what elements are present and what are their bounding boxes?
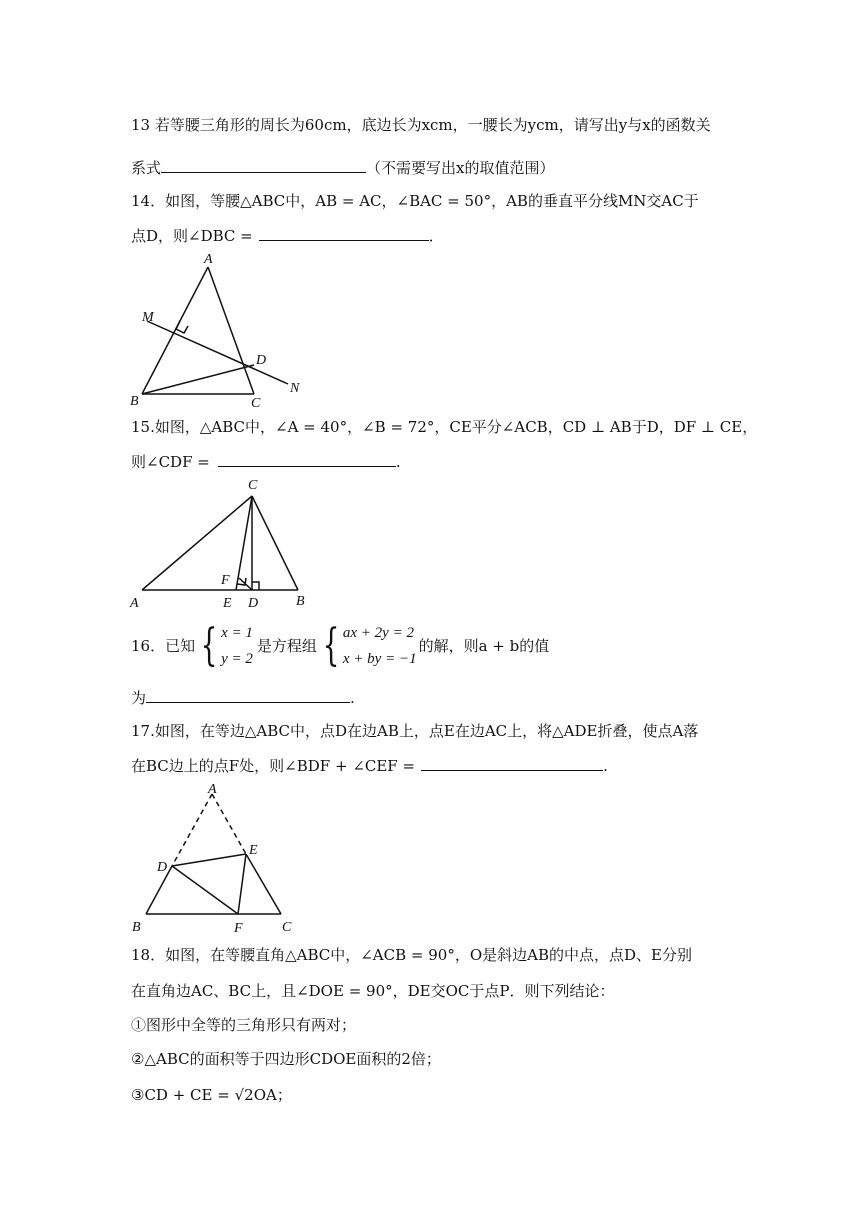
q18-line1: 18．如图，在等腰直角△ABC中，∠ACB = 90°，O是斜边AB的中点，点D、E分别 bbox=[131, 946, 692, 964]
q13-answer-blank[interactable] bbox=[161, 156, 366, 173]
q17-answer-blank[interactable] bbox=[421, 754, 603, 771]
q17-text-a: 在BC边上的点F处，则∠BDF + ∠CEF = bbox=[131, 757, 416, 775]
q16-text-a: 为 bbox=[131, 689, 147, 707]
q15-text-a: 则∠CDF = bbox=[131, 453, 210, 471]
q18-item1: ①图形中全等的三角形只有两对； bbox=[131, 1016, 357, 1034]
q16-answer-blank[interactable] bbox=[146, 686, 350, 703]
q14-label-n: N bbox=[290, 381, 300, 396]
q16-brace-1: { bbox=[200, 620, 218, 671]
q16-sys2-row1: ax + 2y = 2 bbox=[342, 625, 414, 641]
q15-text-b: . bbox=[395, 453, 401, 471]
q15-label-b: B bbox=[296, 594, 305, 609]
q15-figure bbox=[128, 474, 318, 614]
q15-label-a: A bbox=[130, 596, 139, 611]
q15-seg-ce bbox=[236, 496, 252, 590]
q15-label-c: C bbox=[248, 478, 258, 493]
q17-seg-ad-dashed bbox=[172, 794, 212, 866]
q17-label-b: B bbox=[132, 920, 141, 935]
q17-seg-ae-dashed bbox=[212, 794, 246, 854]
q14-seg-ab bbox=[142, 267, 208, 394]
q15-answer-blank[interactable] bbox=[218, 450, 396, 467]
q15-seg-ac bbox=[142, 496, 252, 590]
q17-label-c: C bbox=[282, 920, 292, 935]
q18-item2: ②△ABC的面积等于四边形CDOE面积的2倍； bbox=[131, 1050, 441, 1068]
q17-label-e: E bbox=[249, 843, 258, 858]
q14-answer-blank[interactable] bbox=[259, 224, 429, 241]
q18-item3: ③CD + CE = √2OA； bbox=[131, 1086, 292, 1104]
q16-text-b: . bbox=[350, 689, 355, 707]
q14-line1: 14．如图，等腰△ABC中，AB = AC，∠BAC = 50°，AB的垂直平分线MN交AC于 bbox=[131, 192, 699, 210]
q14-line2 bbox=[131, 224, 444, 247]
q17-label-d: D bbox=[157, 860, 168, 875]
q13-text-a: 系式 bbox=[131, 159, 162, 177]
q16-prefix: 16．已知 bbox=[131, 637, 196, 655]
q16-system-2 bbox=[317, 620, 417, 672]
q14-label-a: A bbox=[204, 252, 213, 267]
q14-figure bbox=[130, 250, 310, 410]
q17-seg-de bbox=[172, 854, 246, 866]
q17-figure bbox=[128, 780, 308, 940]
q15-line1: 15.如图，△ABC中，∠A = 40°，∠B = 72°，CE平分∠ACB，CD ⊥ AB于D，DF ⊥ CE， bbox=[131, 418, 758, 436]
q14-label-b: B bbox=[130, 394, 139, 409]
q14-seg-bd bbox=[142, 365, 254, 394]
q13-text-b: （不需要写出x的取值范围） bbox=[366, 159, 555, 177]
q16-system-1 bbox=[195, 620, 253, 672]
q16-middle: 是方程组 bbox=[256, 637, 317, 655]
q14-text-b: ． bbox=[428, 227, 444, 245]
q15-seg-bc bbox=[252, 496, 298, 590]
q15-right-angle-d bbox=[252, 582, 259, 590]
q17-seg-ec bbox=[246, 854, 281, 914]
q17-seg-ef bbox=[238, 854, 246, 914]
q13-line1: 13 若等腰三角形的周长为60cm，底边长为xcm，一腰长为ycm，请写出y与x的函数关 bbox=[131, 116, 711, 134]
q16-sys1-row1: x = 1 bbox=[221, 625, 253, 641]
q16-line2 bbox=[131, 686, 355, 709]
q14-text-a: 点D，则∠DBC = bbox=[131, 227, 253, 245]
q18-line2: 在直角边AC、BC上，且∠DOE = 90°，DE交OC于点P．则下列结论： bbox=[131, 982, 615, 1000]
q15-label-d: D bbox=[248, 596, 259, 611]
q15-line2 bbox=[131, 450, 401, 473]
q16-sys1-row2: y = 2 bbox=[221, 651, 253, 667]
q15-label-e: E bbox=[223, 596, 232, 611]
q17-text-b: . bbox=[603, 757, 608, 775]
q16-brace-2: { bbox=[322, 620, 340, 671]
q15-label-f: F bbox=[221, 573, 230, 588]
q13-line2 bbox=[131, 156, 554, 179]
q17-label-a: A bbox=[208, 782, 217, 797]
q14-label-c: C bbox=[251, 396, 261, 410]
q14-label-d: D bbox=[256, 353, 267, 368]
q14-label-m: M bbox=[142, 310, 154, 325]
q17-line1: 17.如图，在等边△ABC中，点D在边AB上，点E在边AC上，将△ADE折叠，使点A落 bbox=[131, 722, 699, 740]
q16-suffix: 的解，则a + b的值 bbox=[418, 637, 550, 655]
q14-right-angle bbox=[176, 321, 188, 333]
q16-sys2-row2: x + by = −1 bbox=[342, 651, 417, 667]
q17-label-f: F bbox=[234, 921, 243, 936]
q17-seg-df bbox=[172, 866, 238, 914]
q16-line1 bbox=[131, 620, 549, 672]
q17-line2 bbox=[131, 754, 608, 777]
